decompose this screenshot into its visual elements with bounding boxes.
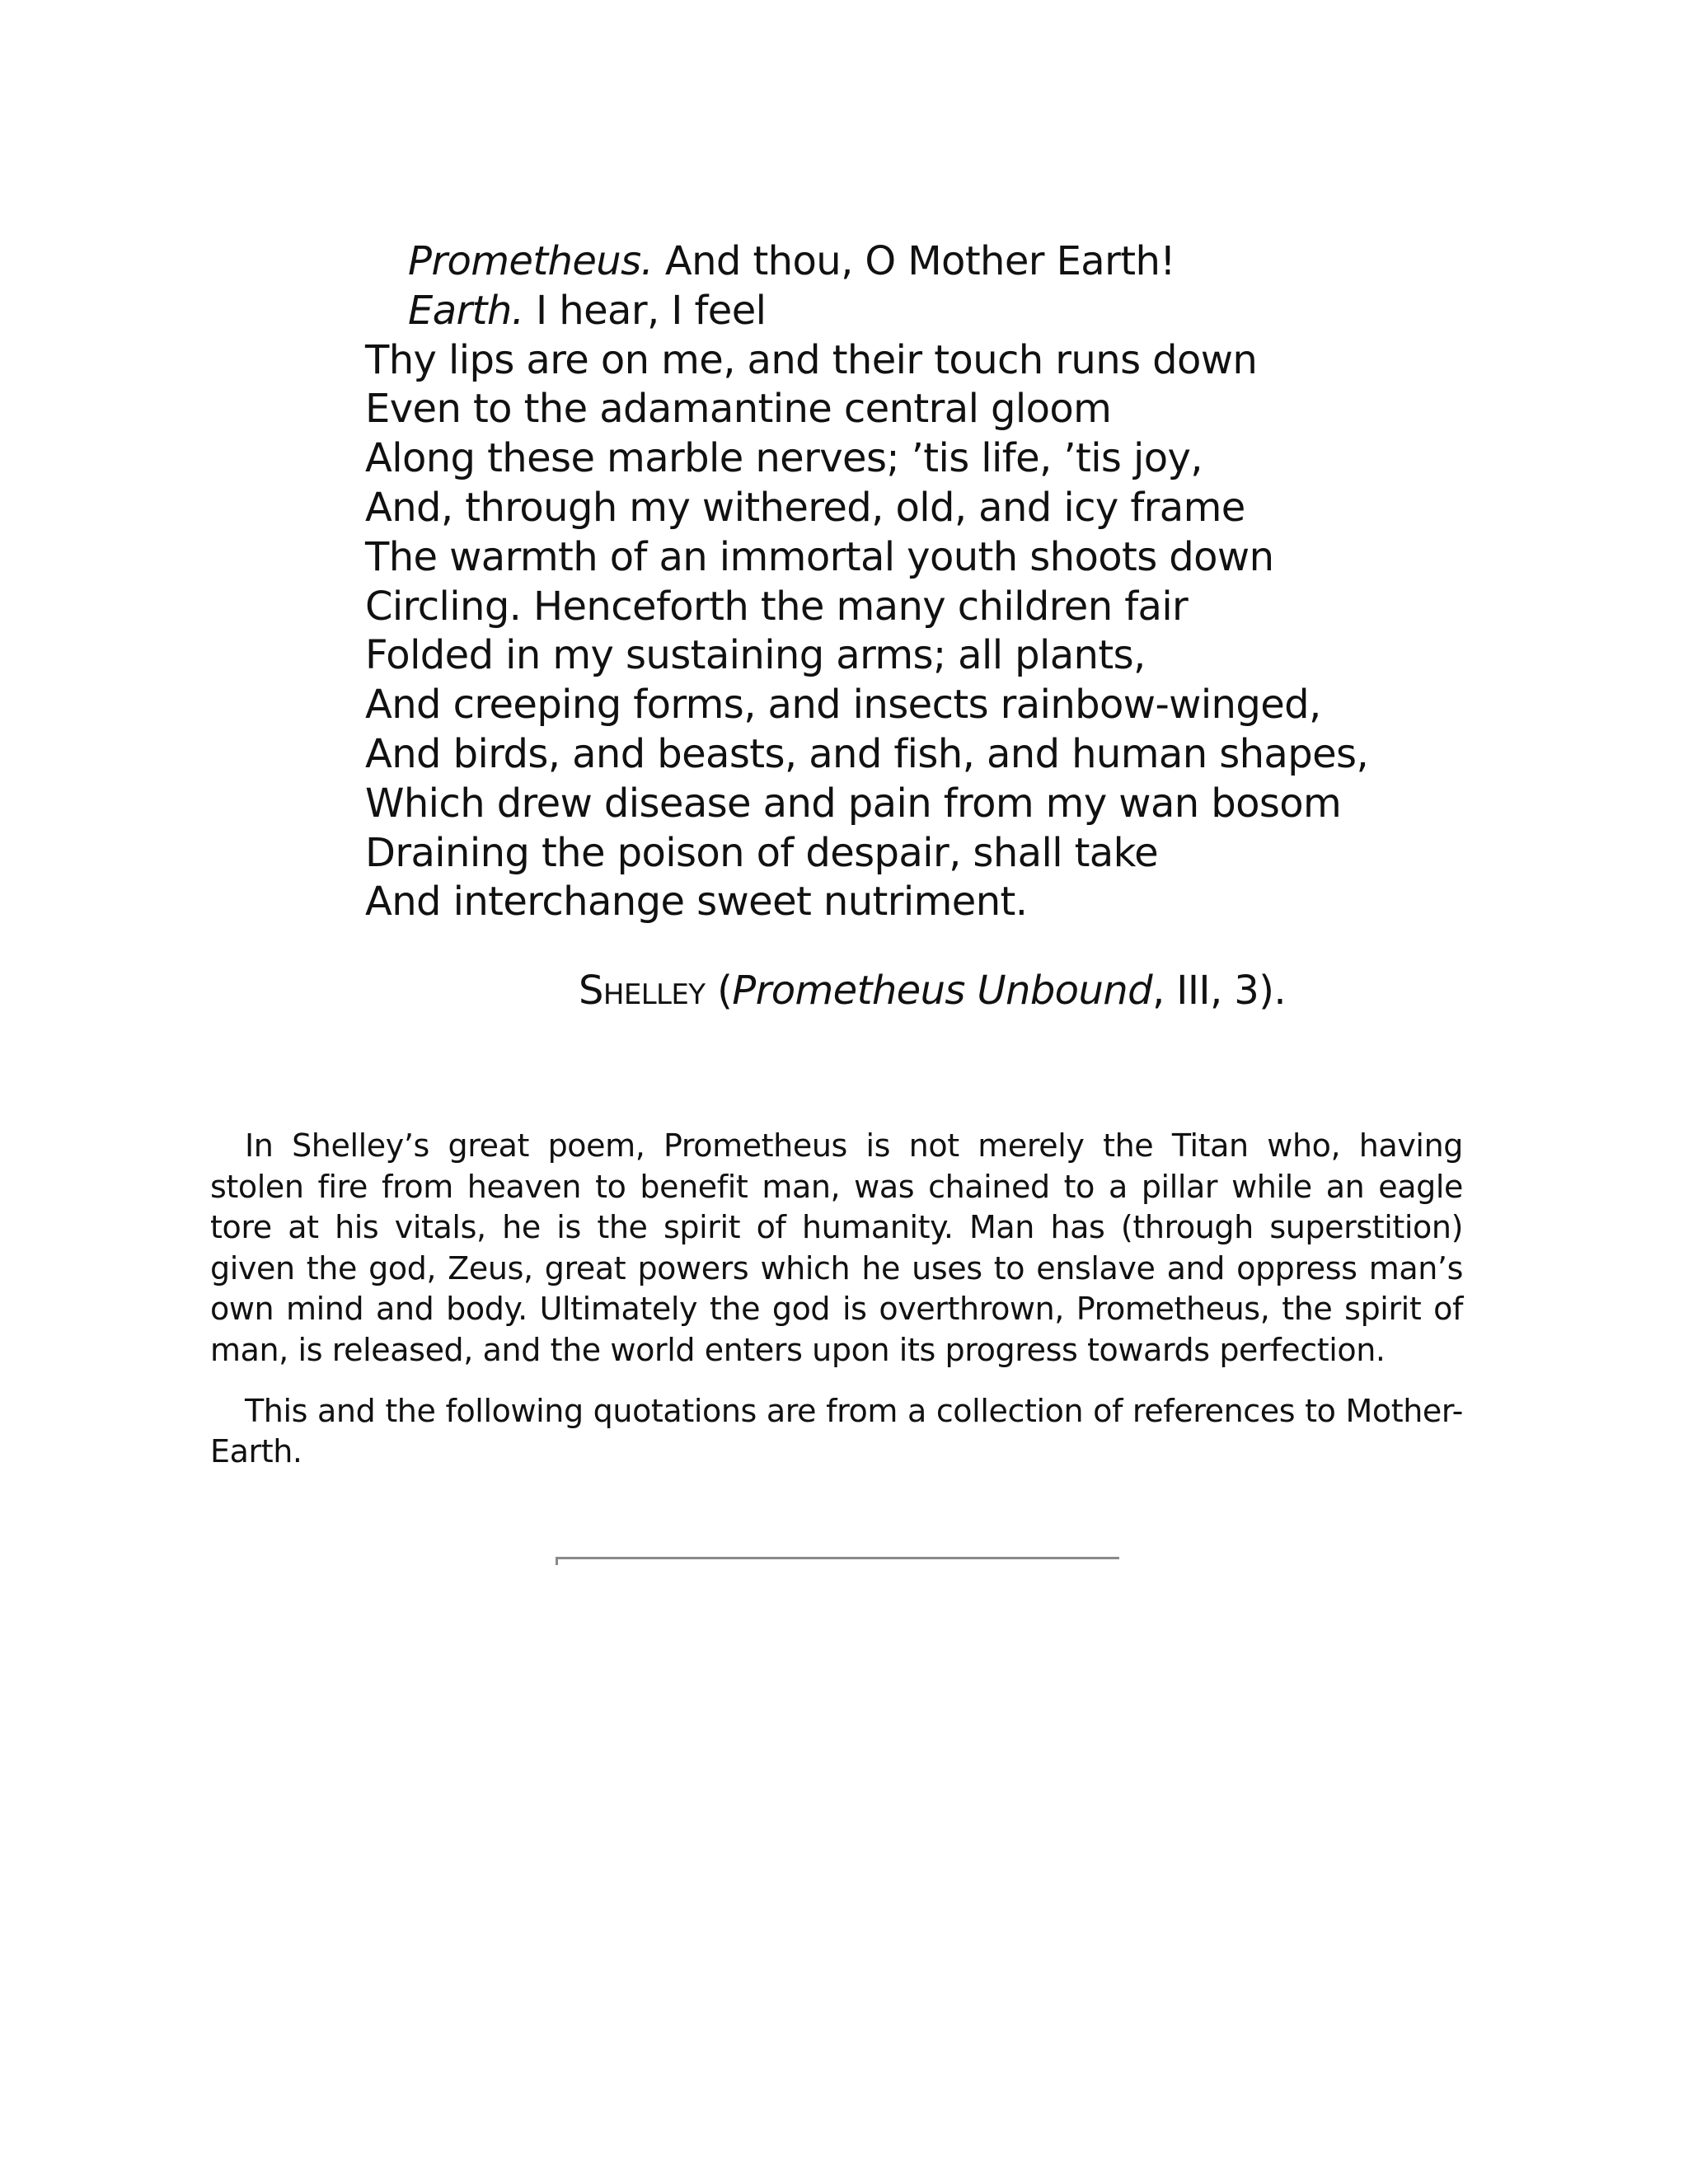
poem-line: The warmth of an immortal youth shoots down (365, 533, 1274, 580)
poem-attribution (579, 966, 1286, 1015)
work-title: Prometheus Unbound (732, 968, 1152, 1014)
attribution-reference: , III, 3). (1151, 968, 1286, 1014)
speaker-name: Earth. (408, 287, 524, 334)
commentary-paragraph: In Shelley’s great poem, Prometheus is not merely the Titan who, having stolen fire from heaven to benefit man, was chained to a pillar while an eagle tore at his vitals, he is the spirit of humanity. Man has (through superstition) given the god, Zeus, great powers which he uses to enslave and oppress man’s own mind and body. Ultimately the god is overthrown, Prometheus, the spirit of man, is released, and the world enters upon its progress towards perfection. (210, 1127, 1463, 1368)
poem-line: Folded in my sustaining arms; all plants, (365, 632, 1146, 679)
poem-line-text: I hear, I feel (523, 287, 767, 334)
author-name: Shelley (579, 968, 706, 1014)
poem-line: Thy lips are on me, and their touch runs down (365, 336, 1258, 383)
poem-line: And birds, and beasts, and fish, and human shapes, (365, 730, 1369, 777)
poem-line (365, 287, 1437, 336)
poem-line: Even to the adamantine central gloom (365, 386, 1112, 433)
poem-line: Draining the poison of despair, shall take (365, 829, 1159, 876)
commentary (210, 1126, 1463, 1493)
speaker-name: Prometheus. (408, 238, 654, 284)
poem-line: Which drew disease and pain from my wan bosom (365, 780, 1342, 827)
section-divider (556, 1557, 1119, 1559)
poem-line: And interchange sweet nutriment. (365, 879, 1028, 926)
poem-line: And, through my withered, old, and icy frame (365, 484, 1245, 531)
poem-quotation (365, 237, 1437, 927)
commentary-paragraph: This and the following quotations are from a collection of references to Mother-Earth. (210, 1392, 1463, 1470)
poem-line (365, 237, 1437, 287)
attribution-open: ( (705, 968, 733, 1014)
section-divider-tick (556, 1557, 558, 1565)
poem-line-text: And thou, O Mother Earth! (653, 238, 1175, 284)
poem-line: Circling. Henceforth the many children fair (365, 583, 1189, 630)
poem-line: And creeping forms, and insects rainbow-winged, (365, 682, 1321, 729)
poem-line: Along these marble nerves; ’tis life, ’tis joy, (365, 435, 1203, 482)
